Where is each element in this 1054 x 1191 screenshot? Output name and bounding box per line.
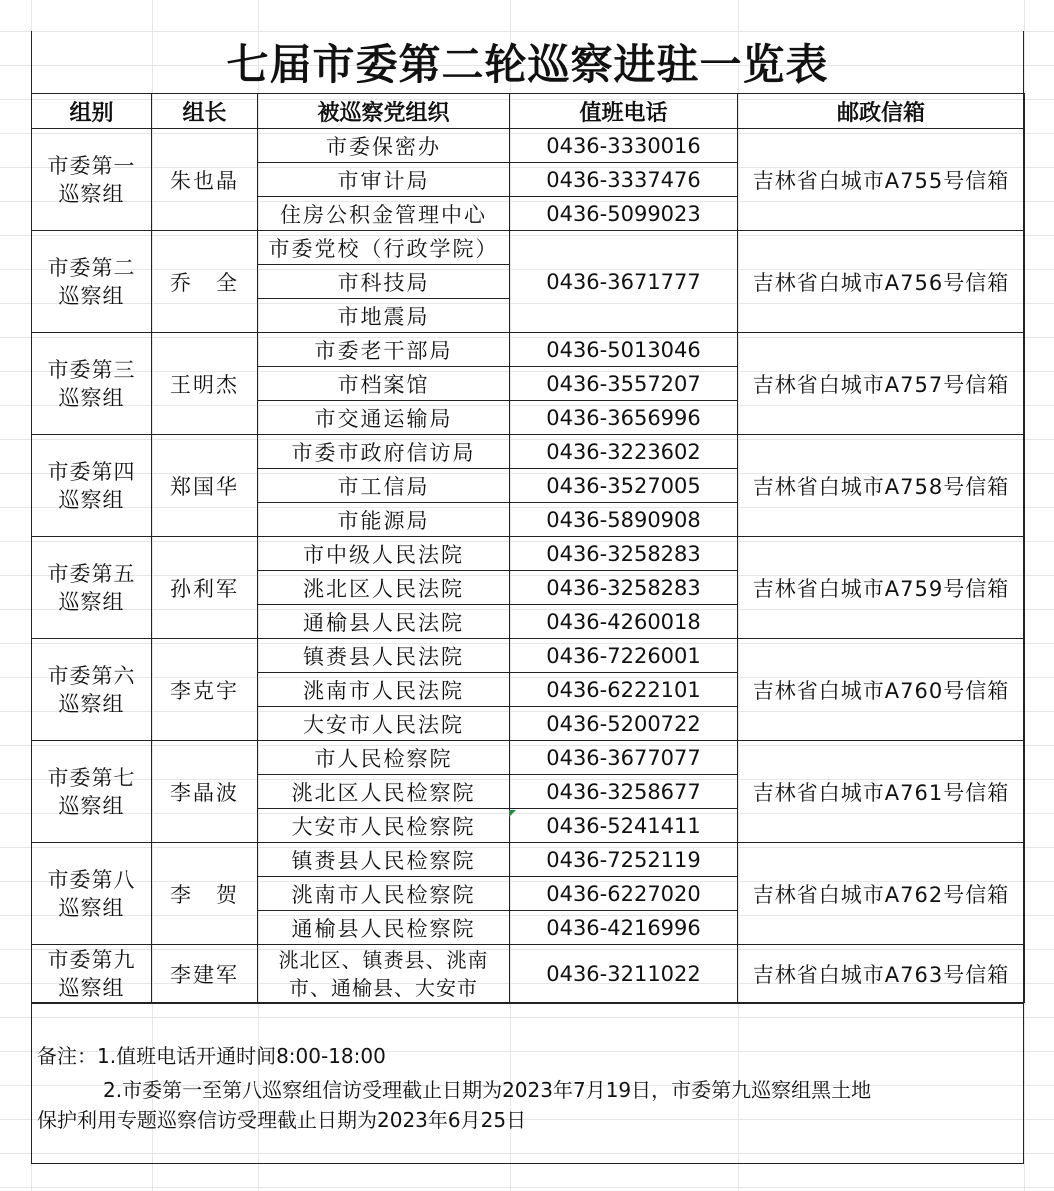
group-leader-cell: 李 贺 bbox=[152, 843, 258, 945]
org-cell: 大安市人民法院 bbox=[258, 707, 510, 741]
page-title: 七届市委第二轮巡察进驻一览表 bbox=[226, 40, 829, 89]
tel-cell: 0436-5013046 bbox=[510, 333, 738, 367]
tel-cell: 0436-7226001 bbox=[510, 639, 738, 673]
group-name-cell: 市委第一 巡察组 bbox=[32, 129, 152, 231]
tel-cell: 0436-3211022 bbox=[510, 945, 738, 1003]
mailbox-cell: 吉林省白城市A755号信箱 bbox=[738, 129, 1025, 231]
tel-cell: 0436-3557207 bbox=[510, 367, 738, 401]
header-group: 组别 bbox=[32, 94, 152, 129]
org-cell: 市交通运输局 bbox=[258, 401, 510, 435]
org-cell: 市审计局 bbox=[258, 163, 510, 197]
mailbox-cell: 吉林省白城市A757号信箱 bbox=[738, 333, 1025, 435]
cell-comment-marker bbox=[509, 810, 516, 817]
group-name-cell: 市委第七 巡察组 bbox=[32, 741, 152, 843]
org-cell: 市地震局 bbox=[258, 299, 510, 333]
org-cell: 通榆县人民检察院 bbox=[258, 911, 510, 945]
group-leader-cell: 李克宇 bbox=[152, 639, 258, 741]
group-leader-cell: 李晶波 bbox=[152, 741, 258, 843]
tel-cell: 0436-5241411 bbox=[510, 809, 738, 843]
tel-cell: 0436-4216996 bbox=[510, 911, 738, 945]
mailbox-cell: 吉林省白城市A759号信箱 bbox=[738, 537, 1025, 639]
header-org: 被巡察党组织 bbox=[258, 94, 510, 129]
group-name-cell: 市委第六 巡察组 bbox=[32, 639, 152, 741]
tel-cell: 0436-5890908 bbox=[510, 503, 738, 537]
group-leader-cell: 朱也晶 bbox=[152, 129, 258, 231]
tel-cell: 0436-4260018 bbox=[510, 605, 738, 639]
header-mailbox: 邮政信箱 bbox=[738, 94, 1025, 129]
org-cell: 市能源局 bbox=[258, 503, 510, 537]
org-cell: 市委市政府信访局 bbox=[258, 435, 510, 469]
org-cell: 洮北区人民法院 bbox=[258, 571, 510, 605]
org-cell: 市科技局 bbox=[258, 265, 510, 299]
tel-cell: 0436-3671777 bbox=[510, 231, 738, 333]
org-cell: 洮北区人民检察院 bbox=[258, 775, 510, 809]
tel-cell: 0436-3258677 bbox=[510, 775, 738, 809]
group-name-cell: 市委第九 巡察组 bbox=[32, 945, 152, 1003]
note-line-3: 保护利用专题巡察信访受理截止日期为2023年6月25日 bbox=[37, 1108, 527, 1132]
table-row bbox=[32, 231, 1025, 265]
note-line-2: 2.市委第一至第八巡察组信访受理截止日期为2023年7月19日，市委第九巡察组黑土地 bbox=[103, 1078, 872, 1102]
group-leader-cell: 李建军 bbox=[152, 945, 258, 1003]
mailbox-cell: 吉林省白城市A760号信箱 bbox=[738, 639, 1025, 741]
tel-cell: 0436-3656996 bbox=[510, 401, 738, 435]
header-leader: 组长 bbox=[152, 94, 258, 129]
mailbox-cell: 吉林省白城市A761号信箱 bbox=[738, 741, 1025, 843]
table-row bbox=[32, 435, 1025, 469]
table-row bbox=[32, 129, 1025, 163]
group-leader-cell: 乔 全 bbox=[152, 231, 258, 333]
note-line-1: 备注：1.值班电话开通时间8:00-18:00 bbox=[37, 1044, 386, 1068]
group-name-cell: 市委第二 巡察组 bbox=[32, 231, 152, 333]
mailbox-cell: 吉林省白城市A756号信箱 bbox=[738, 231, 1025, 333]
group-leader-cell: 王明杰 bbox=[152, 333, 258, 435]
group-name-cell: 市委第三 巡察组 bbox=[32, 333, 152, 435]
org-cell: 住房公积金管理中心 bbox=[258, 197, 510, 231]
org-cell: 市委党校（行政学院） bbox=[258, 231, 510, 265]
tel-cell: 0436-7252119 bbox=[510, 843, 738, 877]
org-cell: 洮南市人民检察院 bbox=[258, 877, 510, 911]
group-name-cell: 市委第四 巡察组 bbox=[32, 435, 152, 537]
mailbox-cell: 吉林省白城市A763号信箱 bbox=[738, 945, 1025, 1003]
org-cell: 市中级人民法院 bbox=[258, 537, 510, 571]
org-cell: 通榆县人民法院 bbox=[258, 605, 510, 639]
tel-cell: 0436-3330016 bbox=[510, 129, 738, 163]
org-cell: 洮北区、镇赉县、洮南 市、通榆县、大安市 bbox=[258, 945, 510, 1003]
tel-cell: 0436-6222101 bbox=[510, 673, 738, 707]
org-cell: 大安市人民检察院 bbox=[258, 809, 510, 843]
tel-cell: 0436-6227020 bbox=[510, 877, 738, 911]
mailbox-cell: 吉林省白城市A758号信箱 bbox=[738, 435, 1025, 537]
mailbox-cell: 吉林省白城市A762号信箱 bbox=[738, 843, 1025, 945]
table-row bbox=[32, 945, 1025, 1003]
tel-cell: 0436-3527005 bbox=[510, 469, 738, 503]
org-cell: 市委老干部局 bbox=[258, 333, 510, 367]
header-tel: 值班电话 bbox=[510, 94, 738, 129]
table-row bbox=[32, 741, 1025, 775]
tel-cell: 0436-3223602 bbox=[510, 435, 738, 469]
tel-cell: 0436-5200722 bbox=[510, 707, 738, 741]
org-cell: 市工信局 bbox=[258, 469, 510, 503]
tel-cell: 0436-3258283 bbox=[510, 537, 738, 571]
org-cell: 市委保密办 bbox=[258, 129, 510, 163]
notes-section bbox=[31, 1003, 1024, 1164]
org-cell: 市人民检察院 bbox=[258, 741, 510, 775]
tel-cell: 0436-3258283 bbox=[510, 571, 738, 605]
table-row bbox=[32, 639, 1025, 673]
group-leader-cell: 郑国华 bbox=[152, 435, 258, 537]
table-row bbox=[32, 537, 1025, 571]
tel-cell: 0436-3337476 bbox=[510, 163, 738, 197]
org-cell: 市档案馆 bbox=[258, 367, 510, 401]
org-cell: 洮南市人民法院 bbox=[258, 673, 510, 707]
tel-cell: 0436-3677077 bbox=[510, 741, 738, 775]
table-row bbox=[32, 333, 1025, 367]
group-leader-cell: 孙利军 bbox=[152, 537, 258, 639]
group-name-cell: 市委第八 巡察组 bbox=[32, 843, 152, 945]
tel-cell: 0436-5099023 bbox=[510, 197, 738, 231]
org-cell: 镇赉县人民检察院 bbox=[258, 843, 510, 877]
table-row bbox=[32, 843, 1025, 877]
group-name-cell: 市委第五 巡察组 bbox=[32, 537, 152, 639]
inspection-table bbox=[31, 93, 1025, 1003]
org-cell: 镇赉县人民法院 bbox=[258, 639, 510, 673]
header-row bbox=[32, 94, 1025, 129]
